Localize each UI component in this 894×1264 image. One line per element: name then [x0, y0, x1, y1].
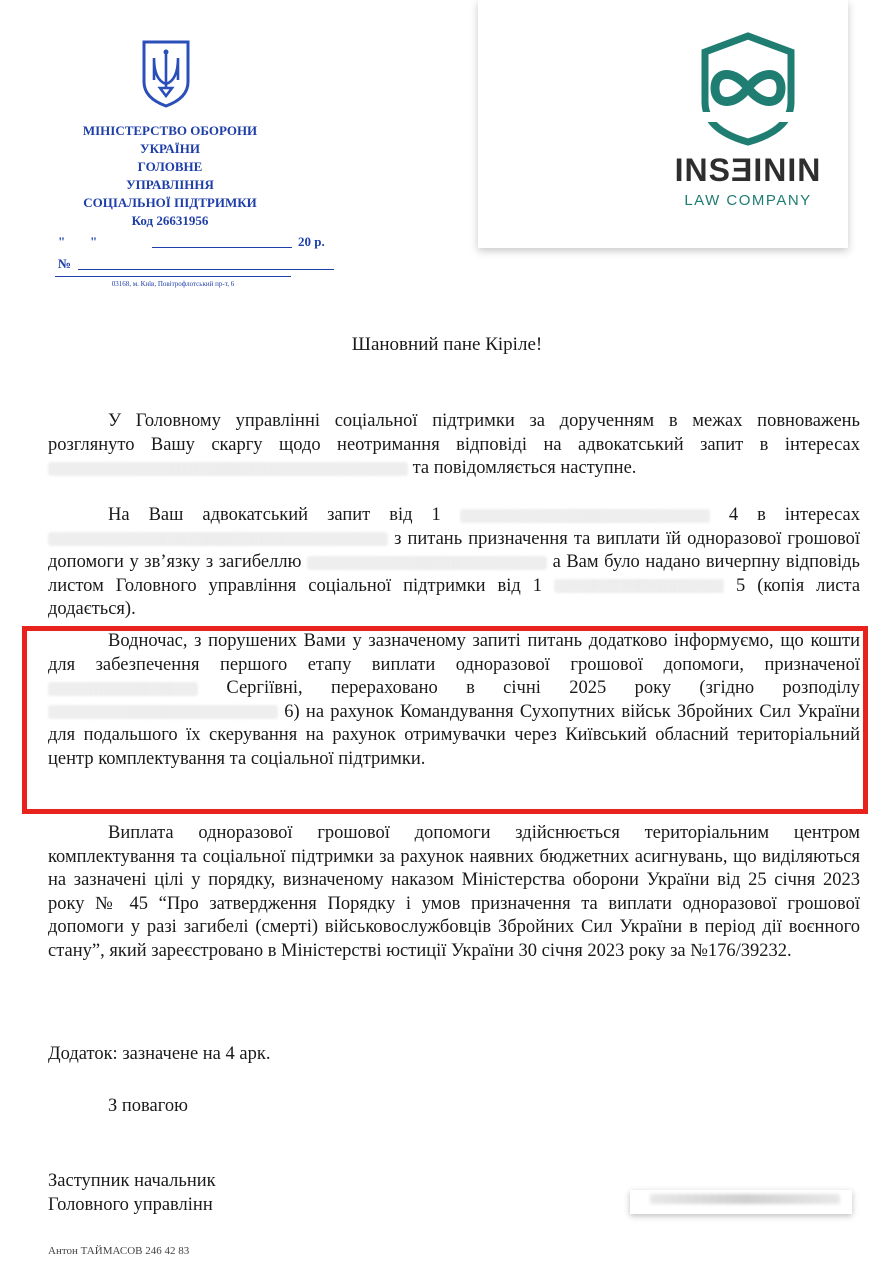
regards: З повагою — [108, 1096, 188, 1116]
paragraph-text: 5 (копія листа додається). — [48, 575, 861, 619]
paragraph-text: та повідомляється наступне. — [412, 458, 637, 478]
signer-line: Заступник начальник — [48, 1171, 216, 1191]
paragraph-text: Водночас, з порушених Вами у зазначеному запиті питань додатково інформуємо, що кошти для забезпечення першого етапу виплати одноразової грошової допомоги, призначеної — [48, 631, 860, 675]
logo-company-name: INSƎININ — [674, 152, 822, 188]
address-divider — [55, 276, 291, 277]
redacted-reference — [48, 705, 278, 719]
attachment-note: Додаток: зазначене на 4 арк. — [48, 1044, 271, 1064]
ministry-header — [50, 122, 290, 230]
paragraph-4: Виплата одноразової грошової допомоги здійснюється територіальним центром комплектування та соціальної підтримки за рахунок наявних бюджетних асигнувань, що виділяються на зазначені цілі у порядку, визначеному наказом Міністерства оборони України від 25 січня 2023 року № 45 “Про затвердження Порядку і умов призначення та виплати одноразової грошової допомоги у разі загибелі (смерті) військовослужбовців Збройних Сил України в період дії воєнного стану”, який зареєстровано в Міністерстві юстиції України 30 січня 2023 року за №176/39232. — [48, 823, 860, 961]
paragraph-text: з питань призначення та виплати їй одноразової грошової допомоги у зв’язку з загибеллю — [48, 528, 861, 572]
redacted-signer-name — [650, 1194, 840, 1204]
law-company-logo-card — [478, 0, 848, 248]
greeting: Шановний пане Кіріле! — [351, 334, 543, 355]
paragraph-text: 6) на рахунок Командування Сухопутних військ Збройних Сил України для подальшого їх скерування на рахунок отримувачки через Київський обласний територіальний центр комплектування та соціальної підтримки. — [48, 701, 861, 769]
ministry-address: 03168, м. Київ, Повітрофлотський пр-т, 6 — [111, 280, 235, 288]
header-line: ГОЛОВНЕ — [137, 159, 203, 174]
header-line: МІНІСТЕРСТВО ОБОРОНИ — [82, 123, 258, 138]
paragraph-text: У Головному управлінні соціальної підтримки за дорученням в межах повноважень розглянуто Вашу скаргу щодо неотримання відповіді на адвокатський запит в інтересах — [48, 411, 860, 455]
executor-note: Антон ТАЙМАСОВ 246 42 83 — [48, 1245, 190, 1257]
redacted-name — [48, 532, 388, 546]
paragraph-2 — [48, 504, 860, 622]
redacted-name — [48, 462, 408, 476]
paragraph-text: На Ваш адвокатський запит від 1 — [108, 505, 441, 525]
redacted-name — [48, 682, 198, 696]
number-underline — [78, 269, 334, 270]
header-line: УПРАВЛІННЯ — [126, 177, 214, 192]
paragraph-text: а Вам було надано вичерпну відповідь листом Головного управління соціальної підтримки від 1 — [48, 552, 860, 596]
paragraph-text: 4 в інтересах — [728, 505, 860, 525]
logo-subtitle: LAW COMPANY — [684, 192, 812, 209]
trident-emblem-icon — [140, 38, 192, 108]
number-sign: № — [58, 256, 72, 271]
signer-line: Головного управлінн — [48, 1194, 213, 1215]
date-quote-open: " — [58, 234, 66, 249]
infinity-shield-logo-icon — [695, 30, 801, 146]
date-underline — [152, 247, 292, 248]
redacted-date — [460, 509, 710, 523]
header-code: Код 26631956 — [131, 213, 209, 228]
paragraph-3 — [48, 630, 860, 771]
signer-title — [48, 1170, 216, 1217]
redacted-name — [307, 556, 547, 570]
paragraph-1 — [48, 410, 860, 481]
header-line: СОЦІАЛЬНОЇ ПІДТРИМКИ — [83, 195, 257, 210]
year-suffix: 20 р. — [298, 234, 325, 249]
paragraph-text: Сергіївні, перераховано в січні 2025 року (згідно розподілу — [226, 678, 861, 698]
date-quote-close: " — [90, 234, 98, 249]
redacted-reference — [554, 579, 724, 593]
header-line: УКРАЇНИ — [140, 141, 200, 156]
